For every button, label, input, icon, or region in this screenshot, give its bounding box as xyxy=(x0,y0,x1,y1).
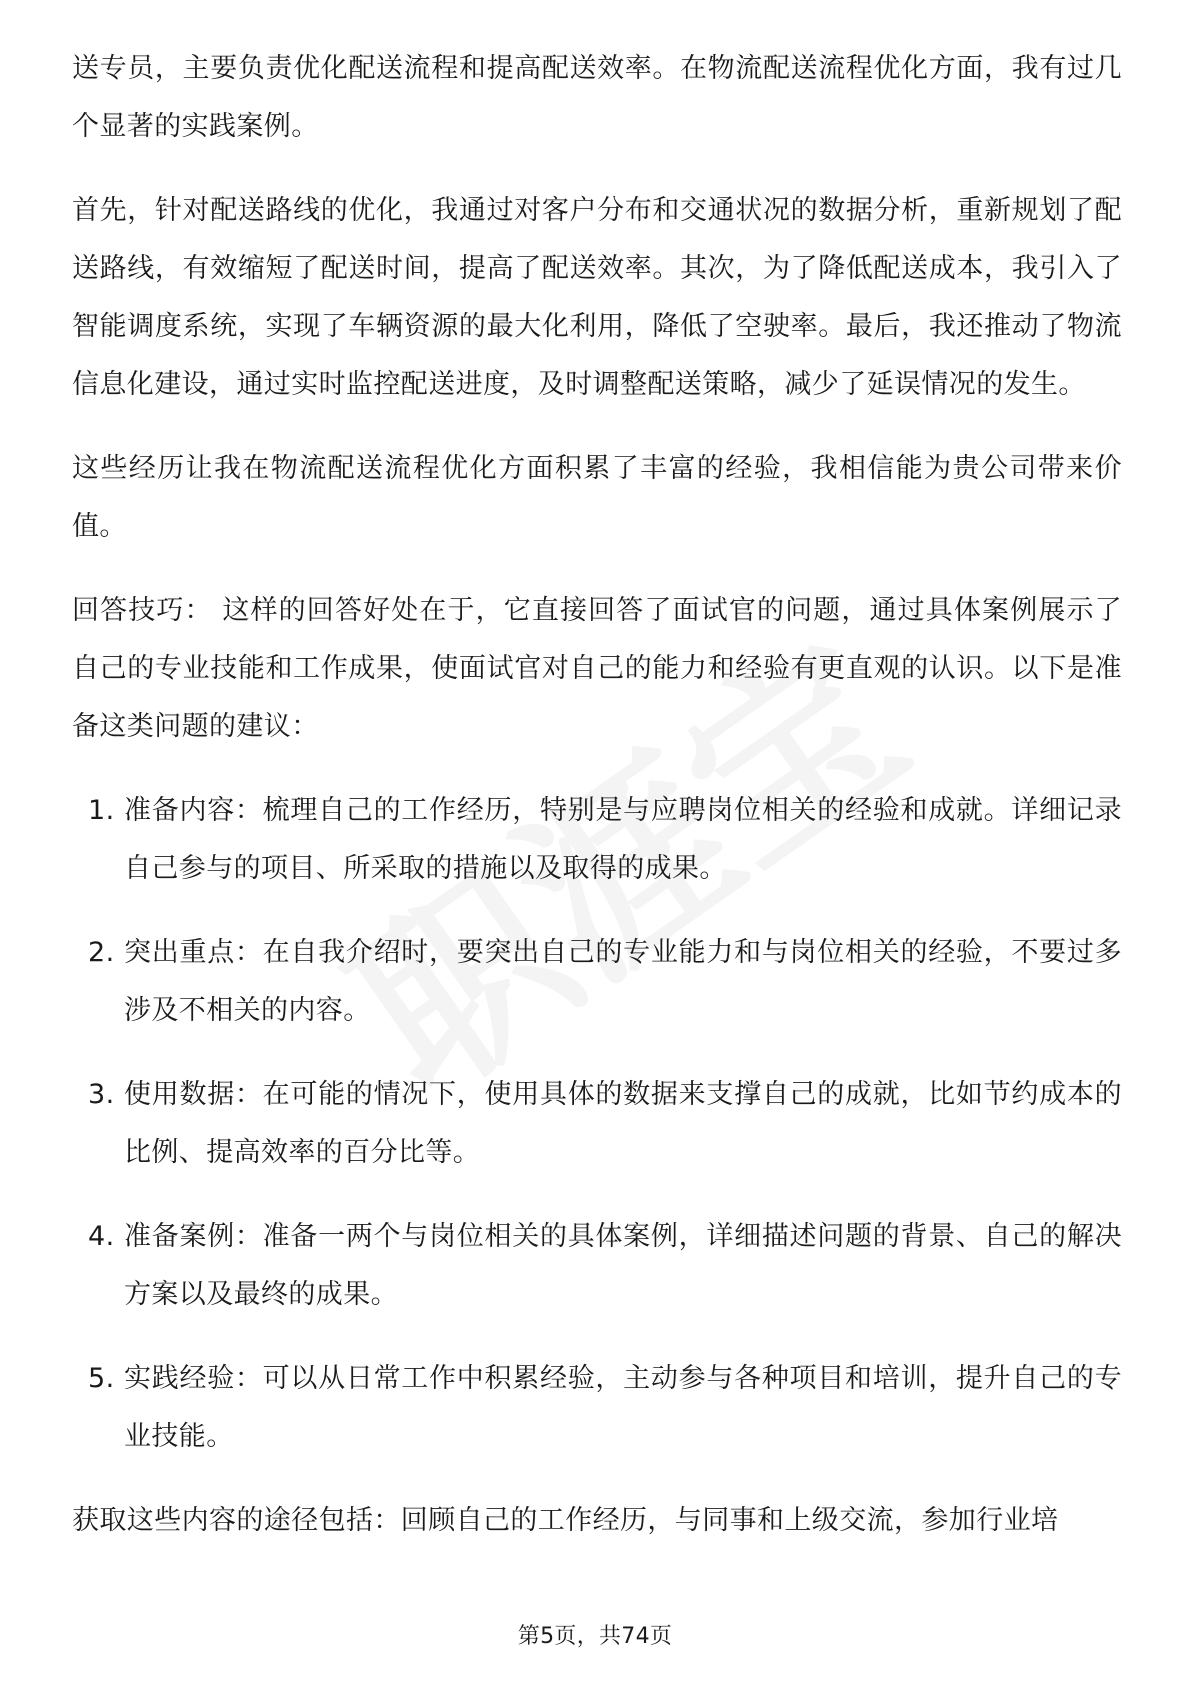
list-item-number: 1. xyxy=(88,795,115,826)
paragraph-intro: 送专员，主要负责优化配送流程和提高配送效率。在物流配送流程优化方面，我有过几个显著的实践案例。 xyxy=(72,53,1122,142)
document-body xyxy=(72,40,1122,1576)
page-number: 第5页，共74页 xyxy=(517,1624,673,1649)
list-item-number: 3. xyxy=(88,1079,115,1110)
list-item-text: 突出重点：在自我介绍时，要突出自己的专业能力和与岗位相关的经验，不要过多涉及不相关的内容。 xyxy=(124,937,1122,1026)
list-item xyxy=(72,924,1122,1040)
list-item xyxy=(72,1350,1122,1466)
list-item-number: 4. xyxy=(88,1221,115,1252)
list-item-text: 使用数据：在可能的情况下，使用具体的数据来支撑自己的成就，比如节约成本的比例、提高效率的百分比等。 xyxy=(124,1079,1122,1168)
paragraph-answer-tips: 回答技巧： 这样的回答好处在于，它直接回答了面试官的问题，通过具体案例展示了自己的专业技能和工作成果，使面试官对自己的能力和经验有更直观的认识。以下是准备这类问题的建议： xyxy=(72,595,1122,742)
list-item-text: 准备内容：梳理自己的工作经历，特别是与应聘岗位相关的经验和成就。详细记录自己参与的项目、所采取的措施以及取得的成果。 xyxy=(124,795,1122,884)
paragraph-closing: 获取这些内容的途径包括：回顾自己的工作经历，与同事和上级交流，参加行业培 xyxy=(72,1505,1059,1536)
list-item xyxy=(72,1208,1122,1324)
suggestion-list xyxy=(72,782,1122,1466)
list-item xyxy=(72,1066,1122,1182)
list-item xyxy=(72,782,1122,898)
paragraph-summary: 这些经历让我在物流配送流程优化方面积累了丰富的经验，我相信能为贵公司带来价值。 xyxy=(72,453,1122,542)
list-item-number: 2. xyxy=(88,937,115,968)
list-item-number: 5. xyxy=(88,1363,115,1394)
list-item-text: 实践经验：可以从日常工作中积累经验，主动参与各种项目和培训，提升自己的专业技能。 xyxy=(124,1363,1122,1452)
paragraph-cases: 首先，针对配送路线的优化，我通过对客户分布和交通状况的数据分析，重新规划了配送路线，有效缩短了配送时间，提高了配送效率。其次，为了降低配送成本，我引入了智能调度系统，实现了车辆资源的最大化利用，降低了空驶率。最后，我还推动了物流信息化建设，通过实时监控配送进度，及时调整配送策略，减少了延误情况的发生。 xyxy=(72,195,1122,400)
list-item-text: 准备案例：准备一两个与岗位相关的具体案例，详细描述问题的背景、自己的解决方案以及最终的成果。 xyxy=(124,1221,1122,1310)
